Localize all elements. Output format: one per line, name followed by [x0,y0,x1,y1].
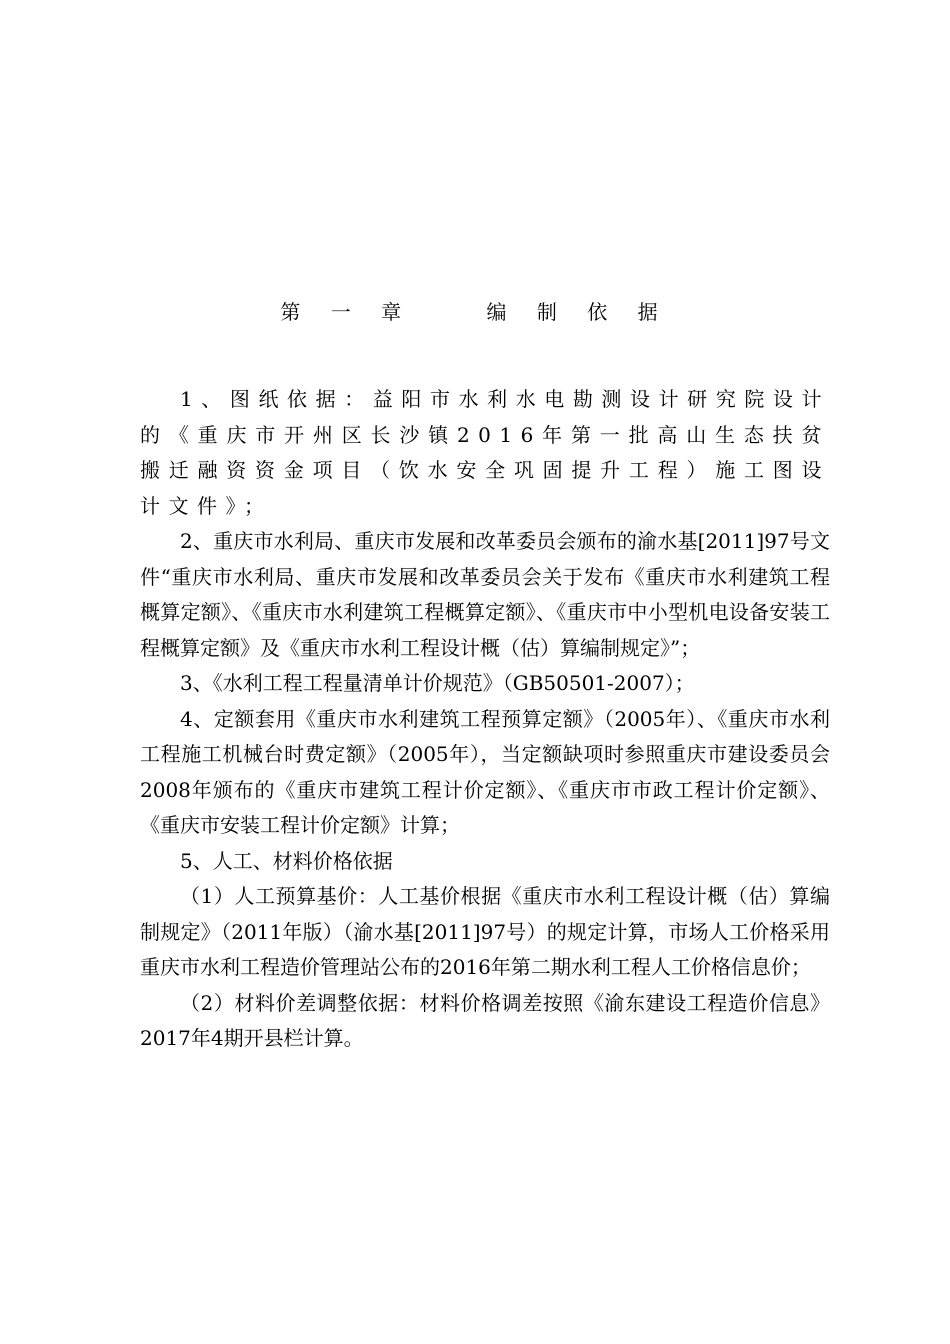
paragraph-basis-5-2: （2）材料价差调整依据：材料价格调差按照《渝东建设工程造价信息》2017年4期开县栏计算。 [140,990,830,1050]
paragraph-basis-5-1: （1）人工预算基价：人工基价根据《重庆市水利工程设计概（估）算编制规定》（2011年版）（渝水基[2011]97号）的规定计算，市场人工价格采用重庆市水利工程造价管理站公布的2016年第二期水利工程人工价格信息价； [140,884,830,979]
paragraph-basis-4: 4、定额套用《重庆市水利建筑工程预算定额》（2005年）、《重庆市水利工程施工机械台时费定额》（2005年），当定额缺项时参照重庆市建设委员会2008年颁布的《重庆市建筑工程计价定额》、《重庆市市政工程计价定额》、《重庆市安装工程计价定额》计算； [140,706,830,837]
document-body [140,382,830,1057]
chapter-title: 第 一 章 编 制 依 据 [280,300,670,324]
paragraph-basis-3: 3、《水利工程工程量清单计价规范》（GB50501-2007）； [180,671,695,695]
paragraph-basis-1: 1、图纸依据：益阳市水利水电勘测设计研究院设计的《重庆市开州区长沙镇2016年第一批高山生态扶贫搬迁融资资金项目（饮水安全巩固提升工程）施工图设计文件》； [140,387,830,518]
paragraph-basis-5: 5、人工、材料价格依据 [180,848,393,873]
paragraph-basis-2: 2、重庆市水利局、重庆市发展和改革委员会颁布的渝水基[2011]97号文件“重庆市水利局、重庆市发展和改革委员会关于发布《重庆市水利建筑工程概算定额》、《重庆市水利建筑工程概算定额》、《重庆市中小型机电设备安装工程概算定额》及《重庆市水利工程设计概（估）算编制规定》”； [140,529,830,660]
